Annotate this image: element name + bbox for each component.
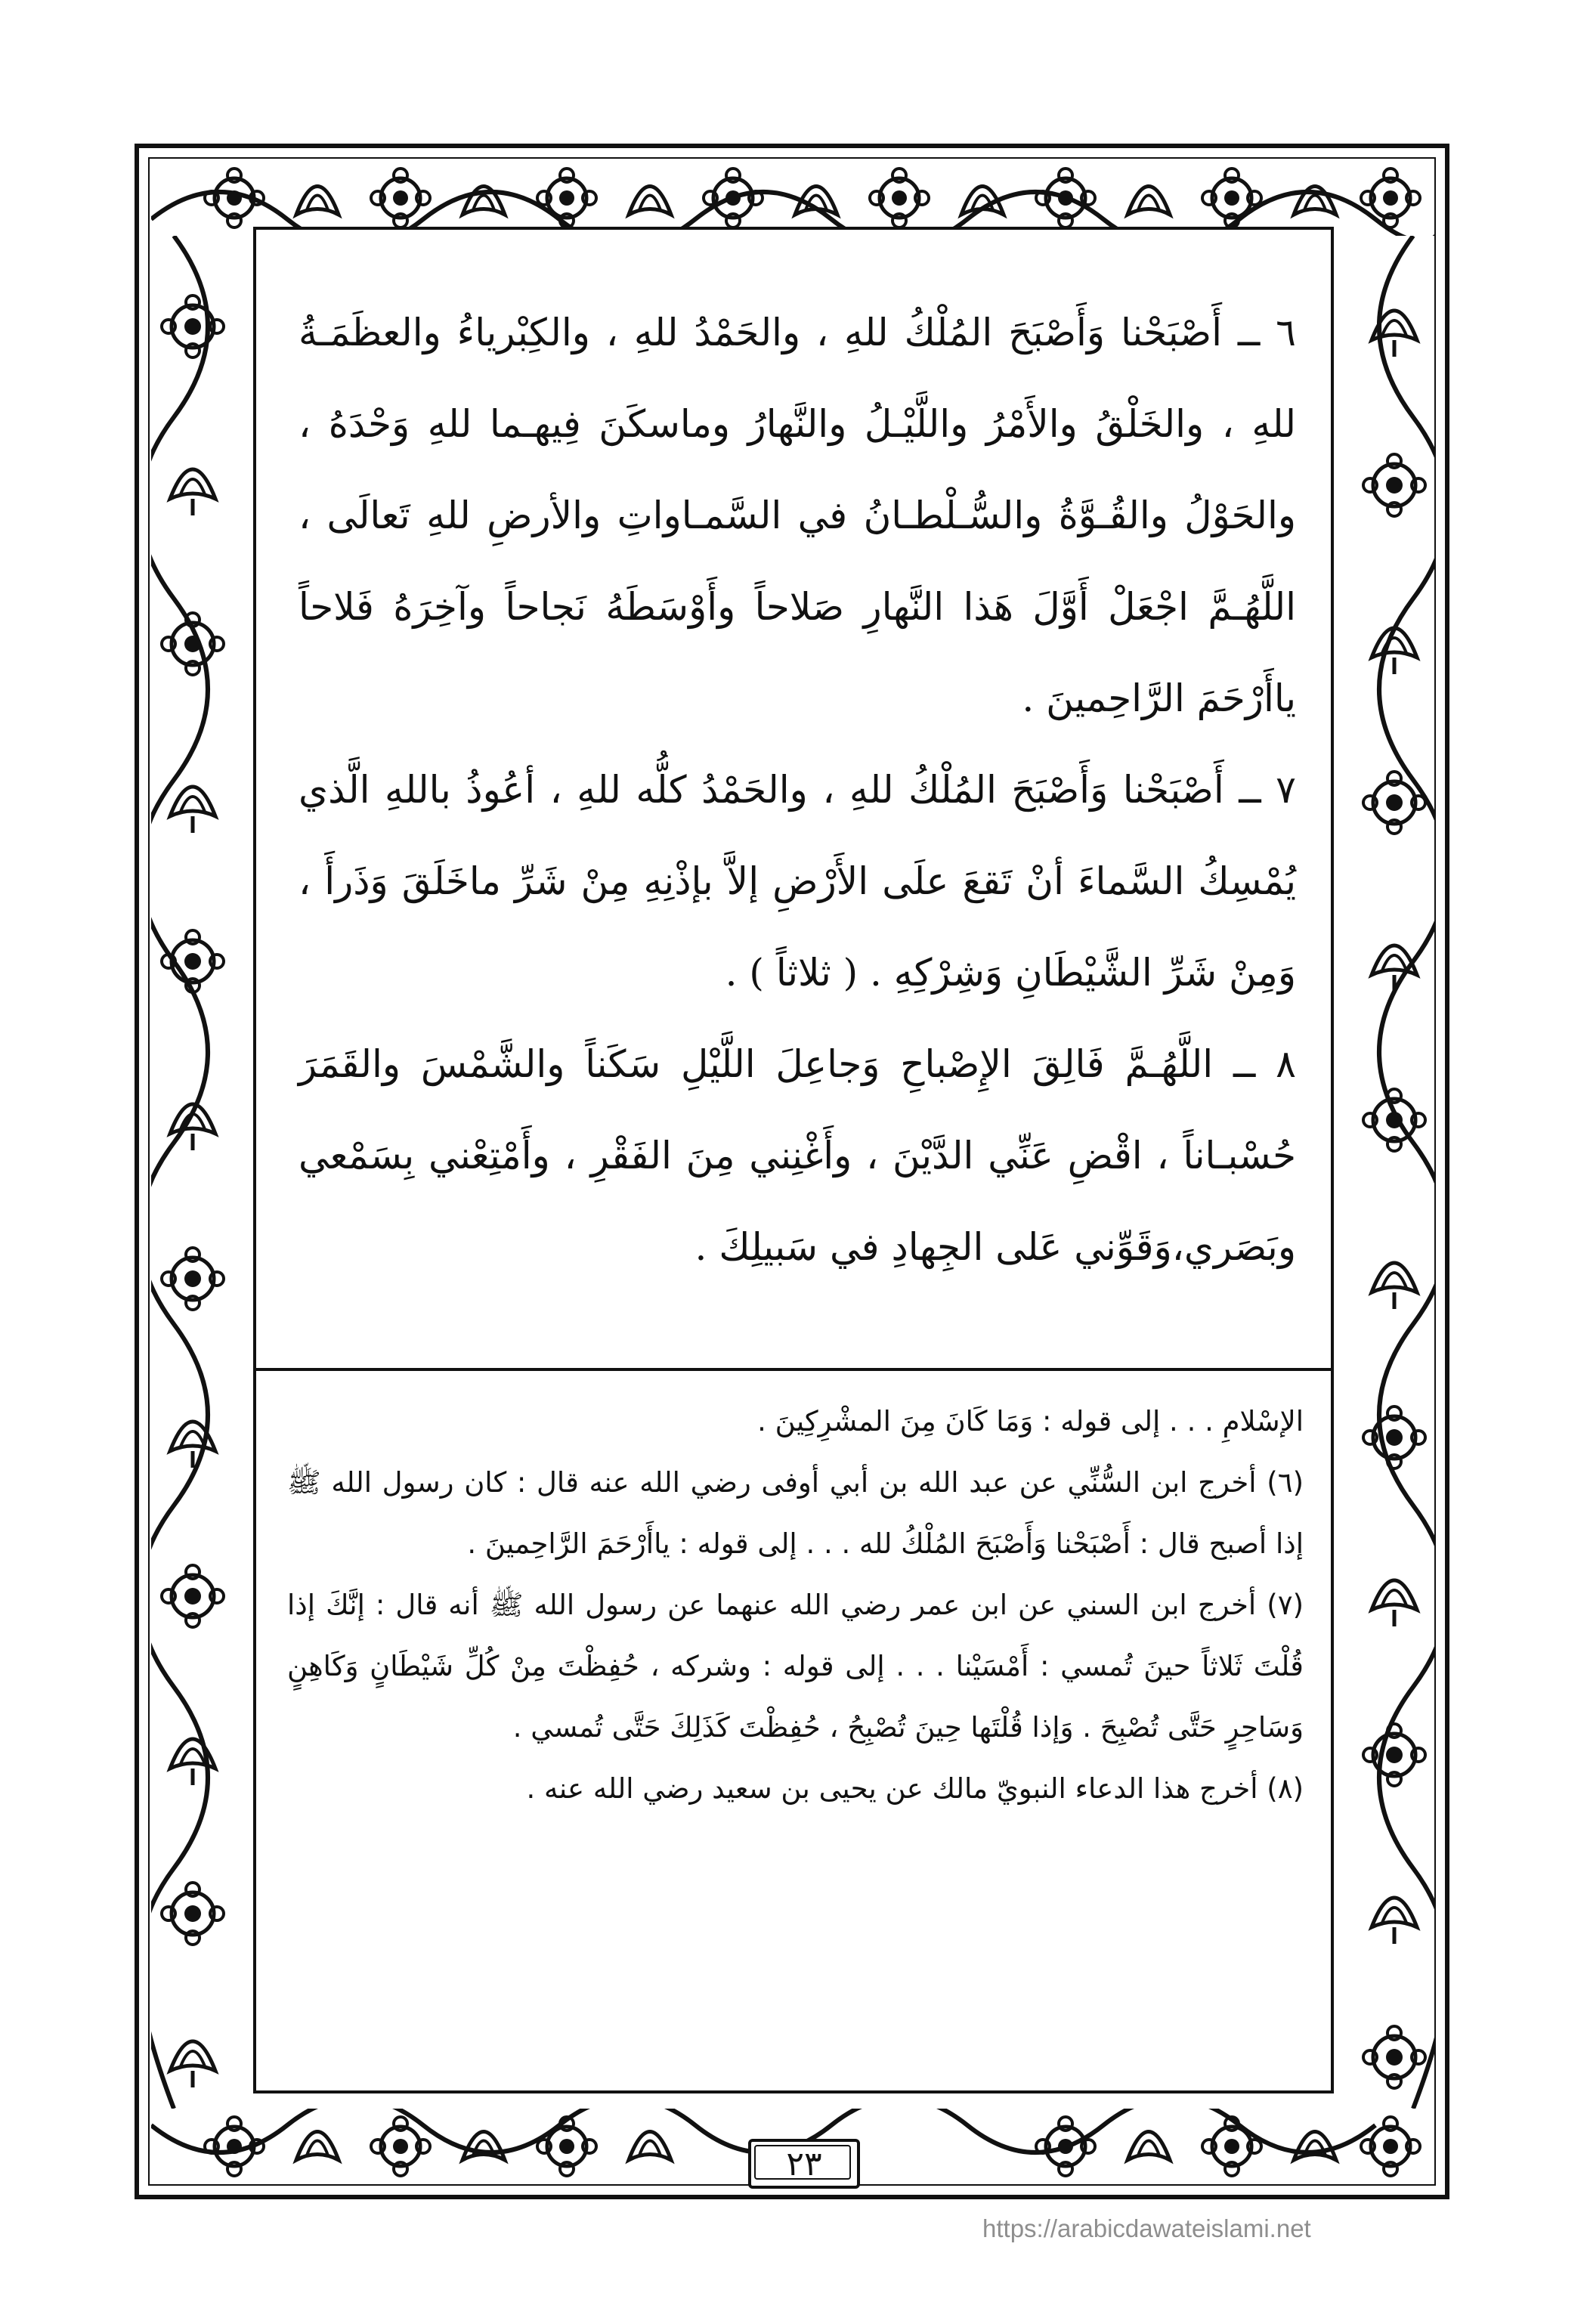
floral-border-top-icon [151,160,1436,236]
page-number: ٢٣ [786,2144,822,2183]
footnote-8: (٨) أخرج هذا الدعاء النبويّ مالك عن يحيى بن سعيد رضي الله عنه . [526,1772,1304,1805]
footnotes [287,1391,1304,1819]
footnote-7: (٧) أخرج ابن السني عن ابن عمر رضي الله عنهما عن رسول الله ﷺ أنه قال : إنَّكَ إذا قُلْتَ ثَلاثاً حينَ تُمسي : أَمْسَيْنا . . . إلى قوله : وشركه ، حُفِظْتَ مِنْ كُلِّ شَيْطَانٍ وَكَاهِنٍ وَسَاحِرٍ حَتَّى تُصْبِحَ . وَإذا قُلْتَها حِينَ تُصْبِحُ ، حُفِظْتَ كَذَلِكَ حَتَّى تُمسي . [287,1589,1304,1744]
floral-border-right-icon [1353,236,1436,2109]
footnote-intro: الإسْلامِ . . . إلى قوله : وَمَا كَانَ مِنَ المشْرِكِينَ . [757,1405,1304,1437]
footnote-6: (٦) أخرج ابن السُّنِّي عن عبد الله بن أبي أوفى رضي الله عنه قال : كان رسول الله ﷺ إذا أصبح قال : أَصْبَحْنا وَأَصْبَحَ المُلْكُ لله . . . إلى قوله : ياأَرْحَمَ الرَّاحِمينَ . [287,1466,1304,1560]
floral-border-left-icon [151,236,234,2109]
floral-border-right [1353,236,1436,2109]
main-supplications [299,287,1296,1293]
floral-border-top [151,160,1436,236]
supplication-8: ٨ ــ اللَّهُـمَّ فَالِقَ الإِصْباحِ وَجاعِلَ اللَّيْلِ سَكَناً والشَّمْسَ والقَمَرَ حُسْبـاناً ، اقْضِ عَنِّي الدَّيْنَ ، وأَغْنِني مِنَ الفَقْرِ ، وأَمْتِعْني بِسَمْعي وبَصَري،وَقَوِّني عَلى الجِهادِ في سَبيلِكَ . [299,1042,1296,1269]
supplication-6: ٦ ــ أَصْبَحْنا وَأَصْبَحَ المُلْكُ للهِ ، والحَمْدُ للهِ ، والكِبْرياءُ والعظَمَـةُ للهِ ، والخَلْقُ والأَمْرُ واللَّيْـلُ والنَّهارُ وماسكَنَ فِيهـما للهِ وَحْدَهُ ، والحَوْلُ والقُـوَّةُ والسُّـلْطـانُ في السَّمـاواتِ والأرضِ للهِ تَعالَى ، اللَّهُـمَّ اجْعَلْ أَوَّلَ هَذا النَّهارِ صَلاحاً وأَوْسَطَهُ نَجاحاً وآخِرَهُ فَلاحاً ياأَرْحَمَ الرَّاحِمينَ . [299,311,1296,720]
supplication-7: ٧ ــ أَصْبَحْنا وَأَصْبَحَ المُلْكُ للهِ ، والحَمْدُ كلُّه للهِ ، أعُوذُ باللهِ الَّذي يُمْسِكُ السَّماءَ أنْ تَقعَ علَى الأَرْضِ إلاَّ بإذْنِهِ مِنْ شَرِّ ماخَلَقَ وَذَرأَ ، وَمِنْ شَرِّ الشَّيْطَانِ وَشِرْكِهِ . ( ثلاثاً ) . [299,768,1296,995]
floral-border-left [151,236,234,2109]
watermark-url: https://arabicdawateislami.net [982,2214,1311,2242]
page-number-inner-frame [754,2145,851,2180]
footnote-divider [253,1368,1334,1371]
